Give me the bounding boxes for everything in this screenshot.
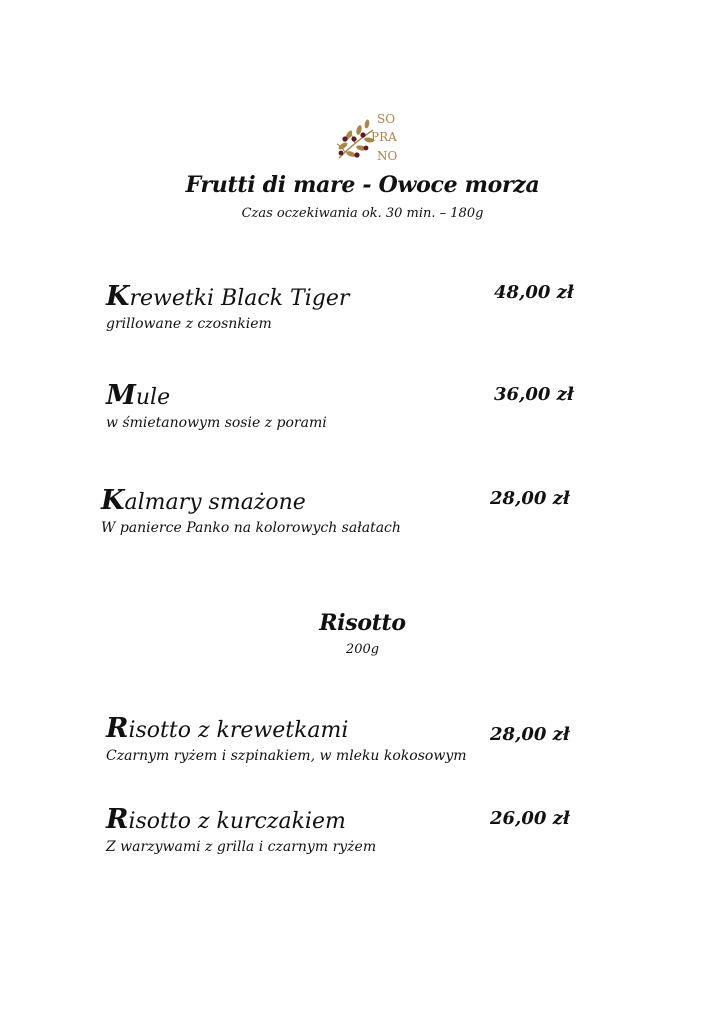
menu-item-description: W panierce Panko na kolorowych sałatach — [101, 520, 401, 536]
logo-text-line-2: PRA — [371, 130, 397, 144]
menu-item-description: Czarnym ryżem i szpinakiem, w mleku kokosowym — [106, 748, 467, 764]
menu-item — [101, 485, 401, 537]
menu-item-name: Risotto z krewetkami — [106, 713, 349, 744]
olive-branch-icon — [333, 108, 411, 168]
menu-item — [106, 804, 377, 856]
menu-item-price: 48,00 zł — [494, 282, 574, 303]
menu-item-name: Kalmary smażone — [101, 485, 306, 516]
menu-item-description: Z warzywami z grilla i czarnym ryżem — [106, 839, 377, 855]
section-title-risotto: Risotto — [319, 610, 406, 636]
section-note-seafood: Czas oczekiwania ok. 30 min. – 180g — [241, 206, 484, 221]
menu-item — [106, 713, 467, 765]
menu-item — [106, 281, 350, 333]
logo-text-line-3: NO — [377, 149, 398, 163]
menu-item-price: 26,00 zł — [490, 808, 570, 829]
logo-text-line-1: SO — [377, 112, 396, 126]
menu-item-name: Risotto z kurczakiem — [106, 804, 346, 835]
menu-item-price: 36,00 zł — [494, 384, 574, 405]
section-note-risotto: 200g — [345, 642, 380, 657]
menu-item-description: grillowane z czosnkiem — [106, 316, 272, 332]
menu-item-price: 28,00 zł — [490, 724, 570, 745]
menu-item-name: Mule — [106, 380, 171, 411]
menu-item-name: Krewetki Black Tiger — [106, 281, 350, 312]
menu-item-price: 28,00 zł — [490, 488, 570, 509]
soprano-logo — [333, 108, 411, 168]
menu-item — [106, 380, 327, 432]
section-title-seafood: Frutti di mare - Owoce morza — [185, 172, 540, 198]
menu-item-description: w śmietanowym sosie z porami — [106, 415, 327, 431]
